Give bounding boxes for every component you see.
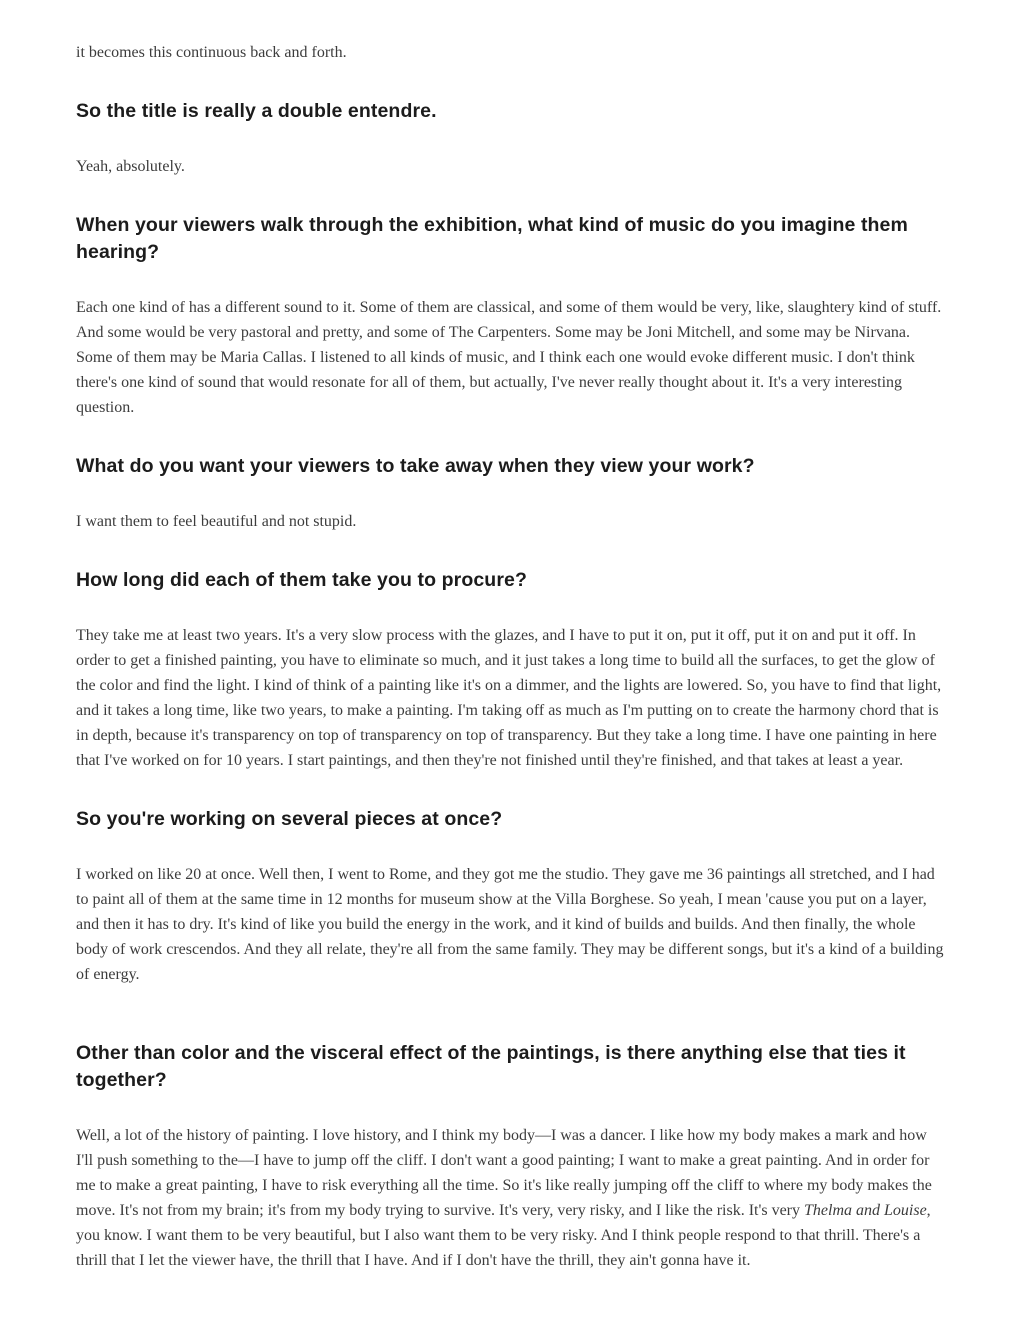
answer-paragraph-history <box>76 1123 944 1273</box>
answer-paragraph-two-years: They take me at least two years. It's a very slow process with the glazes, and I have to put it on, put it off, put it on and put it off. In order to get a finished painting, you have to eliminate so much, and it just takes a long time to build all the surfaces, to get the glow of the color and find the light. I kind of think of a painting like it's on a dimmer, and the lights are lowered. So, you have to find that light, and it takes a long time, like two years, to make a painting. I'm taking off as much as I'm putting on to create the harmony chord that is in depth, because it's transparency on top of transparency on top of transparency. But they take a long time. I have one painting in here that I've worked on for 10 years. I start paintings, and then they're not finished until they're finished, and that takes at least a year. <box>76 627 942 769</box>
answer-paragraph-rome: I worked on like 20 at once. Well then, I went to Rome, and they got me the studio. They gave me 36 paintings all stretched, and I had to paint all of them at the same time in 12 months for museum show at the Villa Borghese. So yeah, I mean 'cause you put on a layer, and then it has to dry. It's kind of like you build the energy in the work, and it kind of builds and builds. And then finally, the whole body of work crescendos. And they all relate, they're all from the same family. They may be different songs, but it's a kind of a building of energy. <box>76 866 944 983</box>
answer-paragraph-music: Each one kind of has a different sound to it. Some of them are classical, and some of them would be very, like, slaughtery kind of stuff. And some would be very pastoral and pretty, and some of The Carpenters. Some may be Joni Mitchell, and some may be Nirvana. Some of them may be Maria Callas. I listened to all kinds of music, and I think each one would evoke different music. I don't think there's one kind of sound that would resonate for all of them, but actually, I've never really thought about it. It's a very interesting question. <box>76 299 942 416</box>
answer-text-after-italic: , you know. I want them to be very beautiful, but I also want them to be very risky. And I think people respond to that thrill. There's a thrill that I let the viewer have, the thrill that I have. And if I don't have the thrill, they ain't gonna have it. <box>76 1202 931 1269</box>
answer-text-before-italic: Well, a lot of the history of painting. I love history, and I think my body—I was a dancer. I like how my body makes a mark and how I'll push something to the—I have to jump off the cliff. I don't want a good painting; I want to make a great painting. And in order for me to make a great painting, I have to risk everything all the time. So it's like really jumping off the cliff to where my body makes the move. It's not from my brain; it's from my body trying to survive. It's very, very risky, and I like the risk. It's very <box>76 1127 932 1219</box>
question-heading-several-pieces: So you're working on several pieces at once? <box>76 808 503 830</box>
question-heading-take-away: What do you want your viewers to take away when they view your work? <box>76 455 755 477</box>
question-heading-procure: How long did each of them take you to procure? <box>76 569 527 591</box>
italic-movie-title: Thelma and Louise <box>804 1202 927 1219</box>
question-heading-ties-together: Other than color and the visceral effect of the paintings, is there anything else that ties it together? <box>76 1042 906 1091</box>
question-heading-double-entendre: So the title is really a double entendre. <box>76 100 437 122</box>
answer-paragraph-continuation: it becomes this continuous back and forth. <box>76 44 347 61</box>
question-heading-music: When your viewers walk through the exhibition, what kind of music do you imagine them hearing? <box>76 214 908 263</box>
answer-paragraph-beautiful: I want them to feel beautiful and not stupid. <box>76 513 357 530</box>
answer-paragraph-yeah: Yeah, absolutely. <box>76 158 185 175</box>
